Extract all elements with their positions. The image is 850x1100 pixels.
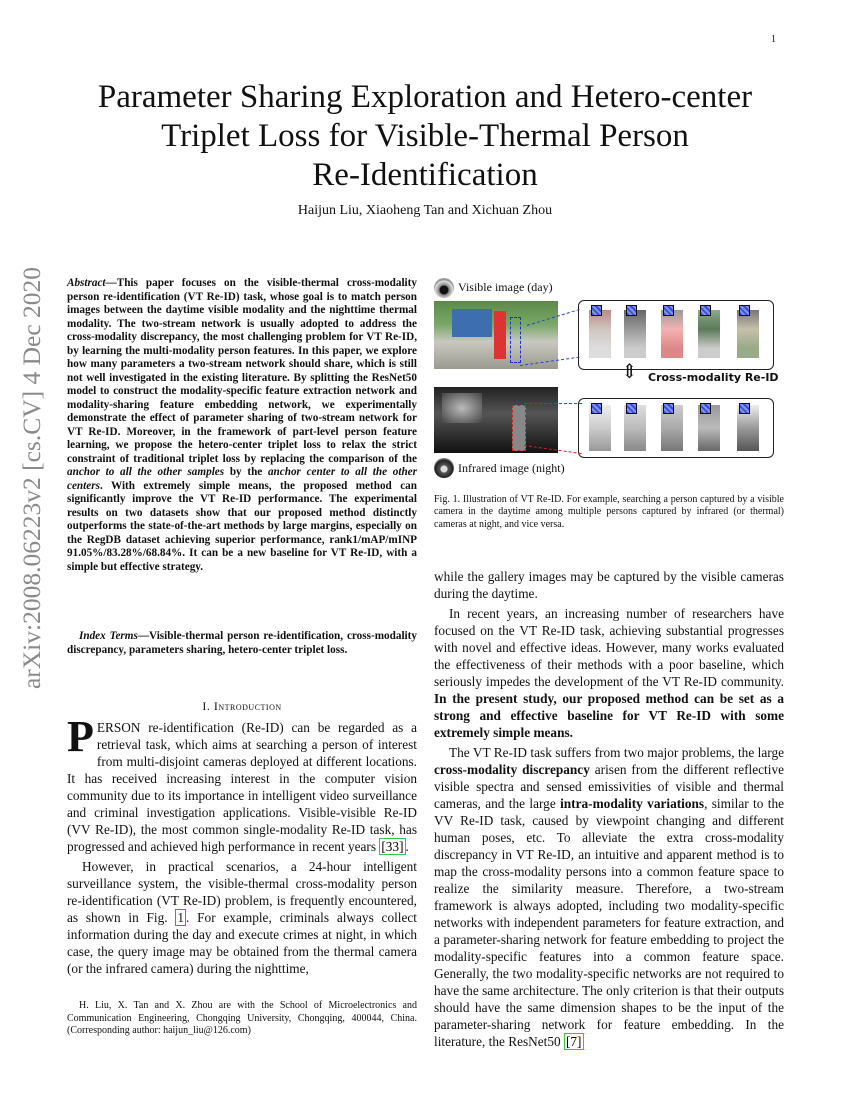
figure-caption: Fig. 1. Illustration of VT Re-ID. For example, searching a person captured by a visible camera in the daytime among multiple persons captured by infrared (or thermal) cameras at night, and vice versa. xyxy=(434,494,784,530)
footnote: H. Liu, X. Tan and X. Zhou are with the School of Microelectronics and Communication Engineering, Chongqing University, Chongqing, 400044, China. (Corresponding author: haijun_liu@126.com) xyxy=(67,1000,417,1036)
paragraph: The VT Re-ID task suffers from two major problems, the large cross-modality discrepancy arisen from the different reflective visible spectra and sensed emissivities of visible and thermal cameras, and the large intra-modality variations, similar to the VV Re-ID task, caused by viewpoint changing and different human poses, etc. To alleviate the extra cross-modality discrepancy in VT Re-ID, an intuitive and apparent method is to map the cross-modality persons into a common feature space to realize the similarity measure. Therefore, a two-stream framework is always adopted, including two modality-specific networks with independent parameters for feature extraction, and a parameter-sharing network for feature embedding to project the modality-specific features into a common feature space. Generally, the two modality-specific networks are not required to have the same architecture. The only criterion is that their outputs should have the same dimension shapes to be the input of the parameter-sharing network for feature embedding. In the literature, the ResNet50 [7] xyxy=(434,745,784,1049)
right-column-body xyxy=(434,568,784,1050)
visible-scene-image xyxy=(434,301,558,369)
visible-gallery xyxy=(578,300,774,370)
citation-link[interactable]: [33] xyxy=(381,839,404,854)
section-heading: I. Introduction xyxy=(202,699,282,713)
paragraph-continuation: while the gallery images may be captured by the visible cameras during the daytime. xyxy=(434,569,784,601)
intro-paragraph-2: However, in practical scenarios, a 24-hour intelligent surveillance system, the visible-thermal cross-modality person re-identification (VT Re-ID) problem, is frequently encountered, as shown in Fig. 1 . For example, criminals always collect information during the day and execute crimes at night, in which case, the query image may be obtained from the thermal camera (or the infrared camera) during the nighttime, xyxy=(67,859,417,976)
cross-modality-label: Cross-modality Re-ID xyxy=(648,371,779,384)
dropcap: P xyxy=(67,712,94,761)
visible-camera-icon xyxy=(434,278,454,298)
infrared-camera-icon xyxy=(434,458,454,478)
figure-1 xyxy=(432,275,784,480)
visible-label: Visible image (day) xyxy=(458,280,553,294)
authors: Haijun Liu, Xiaoheng Tan and Xichuan Zhou xyxy=(297,203,553,218)
page-number: 1 xyxy=(771,34,776,45)
index-terms: Index Terms—Visible-thermal person re-identification, cross-modality discrepancy, parameters sharing, hetero-center triplet loss. xyxy=(67,630,417,656)
figure-ref-link[interactable]: 1 xyxy=(177,910,185,925)
infrared-link-line xyxy=(524,403,582,404)
title-line: Triplet Loss for Visible-Thermal Person xyxy=(161,118,689,154)
infrared-gallery xyxy=(578,398,774,458)
intro-body xyxy=(67,712,417,977)
arxiv-stamp: arXiv:2008.06223v2 [cs.CV] 4 Dec 2020 xyxy=(17,266,46,690)
bidirectional-arrow-icon: ⇕ xyxy=(621,361,638,383)
infrared-label: Infrared image (night) xyxy=(458,461,565,475)
title-line: Parameter Sharing Exploration and Hetero-center xyxy=(97,79,753,115)
citation-link[interactable]: [7] xyxy=(565,1034,582,1049)
title-line: Re-Identification xyxy=(312,157,538,193)
abstract: Abstract—This paper focuses on the visible-thermal cross-modality person re-identification (VT Re-ID) task, whose goal is to match person images between the daytime visible modality and the nighttime thermal modality. The two-stream network is usually adopted to address the cross-modality discrepancy, the most challenging problem for VT Re-ID, by learning the multi-modality person features. In this paper, we explore how many parameters a two-stream network should share, which is still not well investigated in the existing literature. By splitting the ResNet50 model to construct the modality-specific feature extraction network and modality-sharing feature embedding network, we experimentally demonstrate the effect of parameter sharing of two-stream network for VT Re-ID. Moreover, in the framework of part-level person feature learning, we propose the hetero-center triplet loss to relax the strict constraint of traditional triplet loss by replacing the comparison of the anchor to all the other samples by the anchor center to all the other centers. With extremely simple means, the proposed method can significantly improve the VT Re-ID performance. The experimental results on two datasets show that our proposed method distinctly outperforms the state-of-the-art methods by large margins, especially on the RegDB dataset achieving superior performance, rank1/mAP/mINP 91.05%/83.28%/68.84%. It can be a new baseline for VT Re-ID, with a simple but effective strategy. xyxy=(67,277,417,573)
intro-paragraph-1: PERSON re-identification (Re-ID) can be regarded as a retrieval task, which aims at searching a person of interest from multi-disjoint cameras deployed at different locations. It has received increasing interest in the computer vision community due to its importance in intelligent video surveillance and criminal investigation applications. Visible-visible Re-ID (VV Re-ID), the most common single-modality Re-ID task, has progressed and achieved high performance in recent years [33] . xyxy=(67,712,417,854)
paragraph: In recent years, an increasing number of researchers have focused on the VT Re-ID task, achieving substantial progresses with novel and effective ideas. However, many works evaluated the effectiveness of their methods with a poor baseline, which seriously impedes the development of the VT Re-ID community. In the present study, our proposed method can be set as a strong and effective baseline for VT Re-ID with some extremely simple means. xyxy=(434,606,784,740)
infrared-scene-image xyxy=(434,387,558,453)
